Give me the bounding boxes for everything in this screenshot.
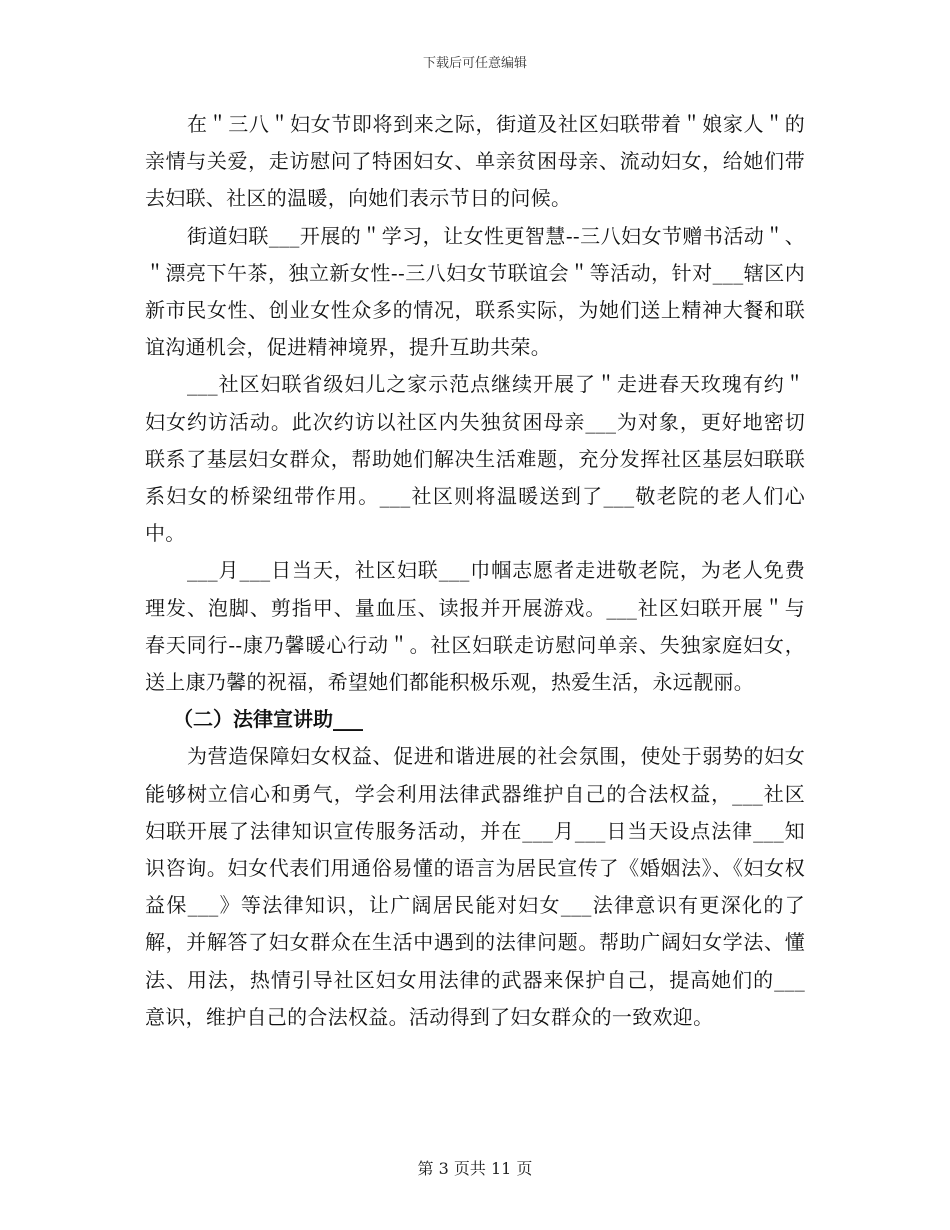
document-body: [145, 106, 805, 1036]
paragraph-street-federation-activities: 街道妇联___开展的＂学习，让女性更智慧--三八妇女节赠书活动＂、＂漂亮下午茶，独立新女性--三八妇女节联谊会＂等活动，针对___辖区内新市民女性、创业女性众多的情况，联系实际，为她们送上精神大餐和联谊沟通机会，促进精神境界，提升互助共荣。: [145, 223, 805, 360]
paragraph-nursing-home-volunteers: ___月___日当天，社区妇联___巾帼志愿者走进敬老院，为老人免费理发、泡脚、剪指甲、量血压、读报并开展游戏。___社区妇联开展＂与春天同行--康乃馨暖心行动＂。社区妇联走访慰问单亲、失独家庭妇女，送上康乃馨的祝福，希望她们都能积极乐观，热爱生活，永远靓丽。: [145, 558, 805, 695]
section-heading-legal-aid: （二）法律宣讲助___: [173, 707, 363, 732]
paragraph-community-rose-visit: ___社区妇联省级妇儿之家示范点继续开展了＂走进春天玫瑰有约＂妇女约访活动。此次约访以社区内失独贫困母亲___为对象，更好地密切联系了基层妇女群众，帮助她们解决生活难题，充分发挥社区基层妇联联系妇女的桥梁纽带作用。___社区则将温暖送到了___敬老院的老人们心中。: [145, 372, 805, 546]
paragraph-legal-publicity: 为营造保障妇女权益、促进和谐进展的社会氛围，使处于弱势的妇女能够树立信心和勇气，学会利用法律武器维护自己的合法权益，___社区妇联开展了法律知识宣传服务活动，并在___月___日当天设点法律___知识咨询。妇女代表们用通俗易懂的语言为居民宣传了《婚姻法》、《妇女权益保___》等法律知识，让广阔居民能对妇女___法律意识有更深化的了解，并解答了妇女群众在生活中遇到的法律问题。帮助广阔妇女学法、懂法、用法，热情引导社区妇女用法律的武器来保护自己，提高她们的___意识，维护自己的合法权益。活动得到了妇女群众的一致欢迎。: [145, 744, 805, 1029]
page-header: 下载后可任意编辑: [422, 56, 527, 71]
page-footer: 第 3 页共 11 页: [417, 1159, 533, 1178]
paragraph-women-day-visit: 在＂三八＂妇女节即将到来之际，街道及社区妇联带着＂娘家人＂的亲情与关爱，走访慰问了特困妇女、单亲贫困母亲、流动妇女，给她们带去妇联、社区的温暖，向她们表示节日的问候。: [145, 112, 805, 211]
